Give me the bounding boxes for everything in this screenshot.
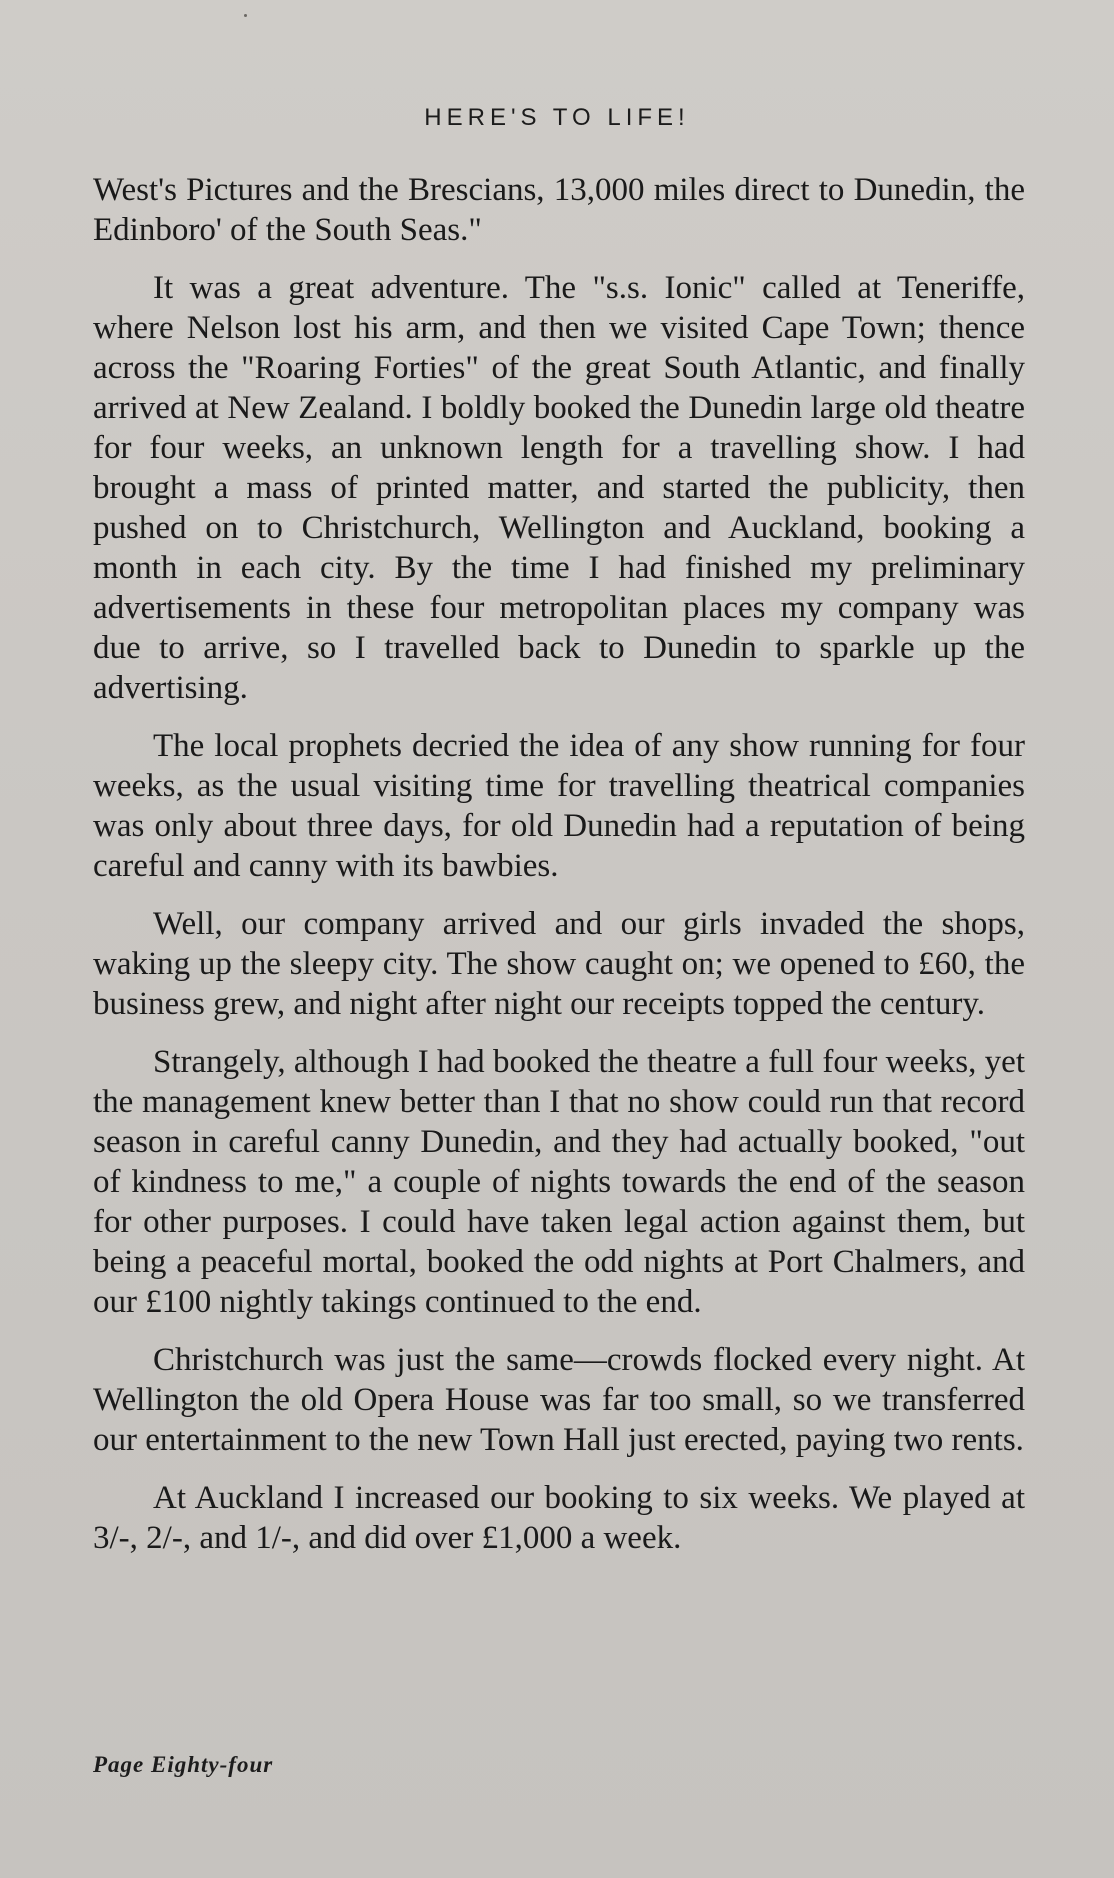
page-number: Page Eighty-four: [93, 1752, 274, 1777]
paragraph: Strangely, although I had booked the theatre a full four weeks, yet the management knew better than I that no show could run that record season in careful canny Dunedin, and they had actually booked, "out of kindness to me," a couple of nights towards the end of the season for other purposes. I could have taken legal action against them, but being a peaceful mortal, booked the odd nights at Port Chalmers, and our £100 nightly takings continued to the end.: [93, 1044, 1025, 1320]
paragraph: At Auckland I increased our booking to six weeks. We played at 3/-, 2/-, and 1/-, and did over £1,000 a week.: [93, 1480, 1025, 1556]
paper-speck: [244, 14, 247, 17]
running-head: HERE'S TO LIFE!: [424, 104, 690, 131]
paragraph: Christchurch was just the same—crowds flocked every night. At Wellington the old Opera House was far too small, so we transferred our entertainment to the new Town Hall just erected, paying two rents.: [93, 1342, 1025, 1458]
paragraph: Well, our company arrived and our girls invaded the shops, waking up the sleepy city. The show caught on; we opened to £60, the business grew, and night after night our receipts topped the century.: [93, 906, 1025, 1022]
paragraph: It was a great adventure. The "s.s. Ionic" called at Teneriffe, where Nelson lost his arm, and then we visited Cape Town; thence across the "Roaring Forties" of the great South Atlantic, and finally arrived at New Zealand. I boldly booked the Dunedin large old theatre for four weeks, an unknown length for a travelling show. I had brought a mass of printed matter, and started the publicity, then pushed on to Christchurch, Wellington and Auckland, booking a month in each city. By the time I had finished my preliminary advertisements in these four metropolitan places my company was due to arrive, so I travelled back to Dunedin to sparkle up the advertising.: [93, 270, 1025, 706]
paragraph: The local prophets decried the idea of any show running for four weeks, as the usual visiting time for travelling theatrical companies was only about three days, for old Dunedin had a reputation of being careful and canny with its bawbies.: [93, 728, 1025, 884]
paragraph-continued: West's Pictures and the Brescians, 13,000 miles direct to Dunedin, the Edinboro' of the South Seas.": [93, 172, 1025, 248]
body-text: [93, 170, 1025, 1576]
